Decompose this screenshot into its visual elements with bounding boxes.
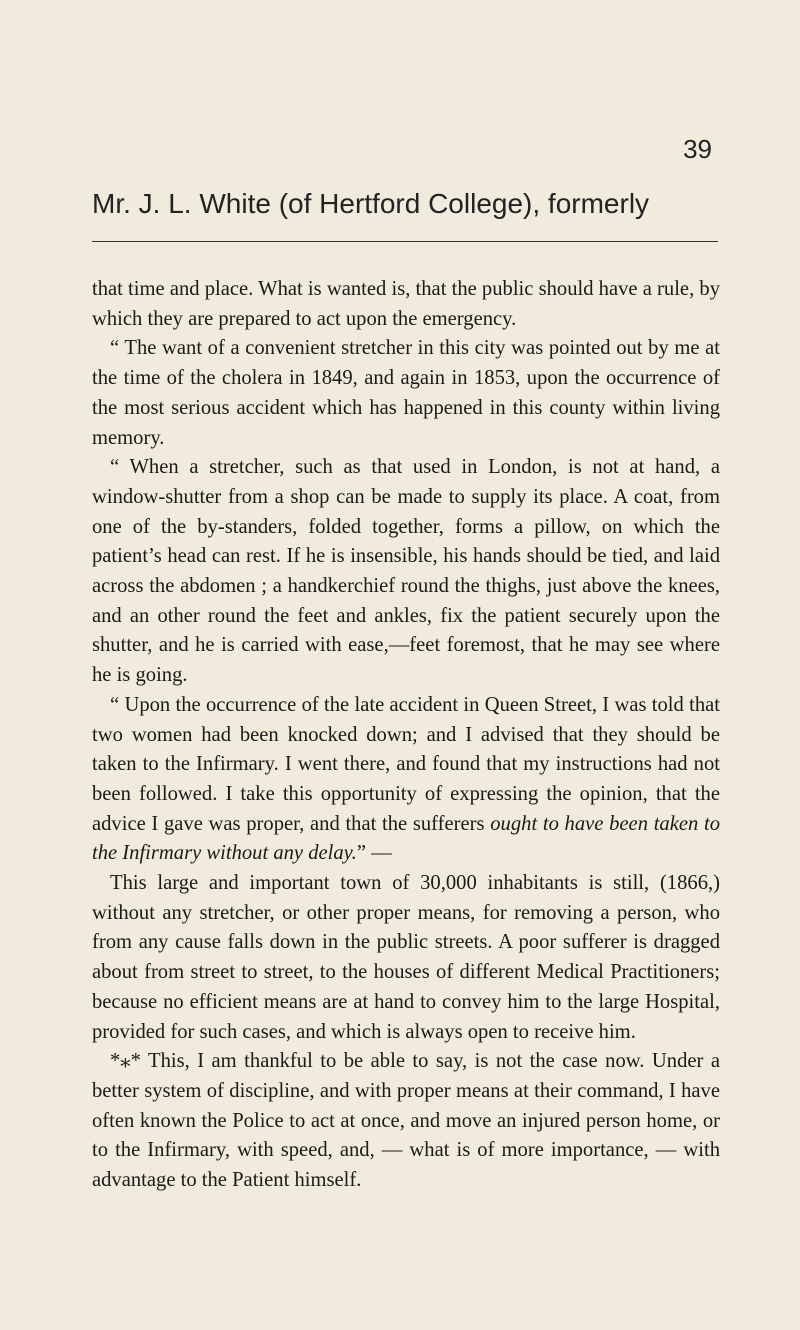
paragraph-1: that time and place. What is wanted is, that the public should have a rule, by which they are prepared to act upon the emergency. <box>92 278 720 330</box>
paragraph-3: “ When a stretcher, such as that used in London, is not at hand, a window-shutter from a shop can be made to supply its place. A coat, from one of the by-standers, folded together, forms a pillow, on which the patient’s head can rest. If he is insensible, his hands should be tied, and laid across the abdomen ; a handkerchief round the thighs, just above the knees, and an other round the feet and ankles, fix the patient securely upon the shutter, and he is carried with ease,—feet foremost, that he may see where he is going. <box>92 456 720 687</box>
header-rule <box>92 241 718 242</box>
paragraph-2: “ The want of a convenient stretcher in this city was pointed out by me at the time of the cholera in 1849, and again in 1853, upon the occurrence of the most serious accident which has happened in this county within living memory. <box>92 337 720 449</box>
running-head: Mr. J. L. White (of Hertford College), formerly <box>92 188 650 219</box>
paragraph-4-italic: ought to have been taken to the Infirmary without any delay. <box>92 812 720 865</box>
paragraph-5: This large and important town of 30,000 inhabitants is still, (1866,) without any stretcher, or other proper means, for removing a person, who from any cause falls down in the public streets. A poor sufferer is dragged about from street to street, to the houses of different Medical Practitioners; because no efficient means are at hand to convey him to the large Hospital, provided for such cases, and which is always open to receive him. <box>92 872 720 1043</box>
paragraph-6: *⁎* This, I am thankful to be able to say, is not the case now. Under a better system of discipline, and with proper means at their command, I have often known the Police to act at once, and move an injured person home, or to the Infirmary, with speed, and, — what is of more importance, — with advantage to the Patient himself. <box>92 1050 720 1192</box>
page-number: 39 <box>683 134 712 164</box>
paragraph-4 <box>92 691 720 869</box>
paragraph-4-text: “ Upon the occurrence of the late accident in Queen Street, I was told that two women had been knocked down; and I advised that they should be taken to the Infirmary. I went there, and found that my instructions had not been followed. I take this opportunity of expressing the opinion, that the advice I gave was proper, and that the sufferers <box>92 693 720 835</box>
body-text <box>92 275 720 1196</box>
paragraph-4-after: ” — <box>356 842 392 865</box>
